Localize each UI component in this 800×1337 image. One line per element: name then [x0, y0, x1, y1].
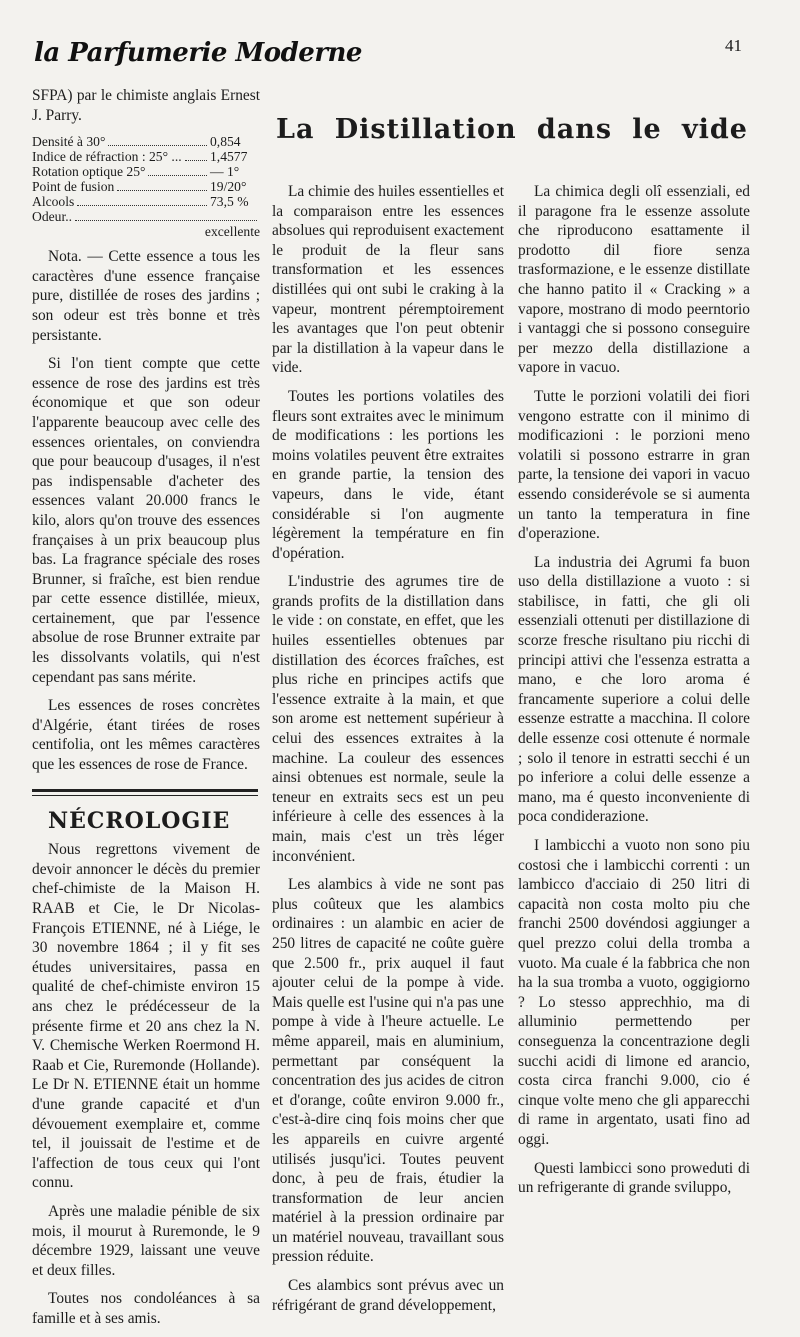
paragraph: Les essences de roses concrètes d'Algérie, étant tirées de roses centifolia, ont les mêmes caractères que les essences de rose de France.: [32, 697, 260, 774]
spec-value: 73,5 %: [210, 194, 249, 210]
paragraph: Toutes les portions volatiles des fleurs sont extraites avec le minimum de modifications : les portions les moins volatiles peuvent être extraites en grande partie, la tension des vapeurs, dans le vide, étant considérable si l'on augmente légèrement la température en fin d'opération.: [272, 387, 504, 562]
article-title: [276, 114, 748, 145]
spec-row: [32, 194, 260, 209]
spec-label: Point de fusion: [32, 179, 115, 195]
paragraph: L'industrie des agrumes tire de grands profits de la distillation dans le vide : on constate, en effet, que les huiles essentielles obtenues par distillation des écorces fraîches, est plus riche en principes actifs que l'essence extraite à la main, et que son arome est nettement supérieur à celui des essences extraites à la machine. La couleur des essences ainsi obtenues est normale, seule la teneur en extraits secs est un peu inférieure à celle des essences à la main, mais c'est un très léger inconvénient.: [272, 573, 504, 865]
paragraph: La chimica degli olî essenziali, ed il paragone fra le essenze assolute che riproducono esattamente il prodotto dil fiore senza trasformazione, e le essenze distillate che hanno patito il « Cracking » a vapore, mostrano di modo peerntorio i vantaggi che si possono conseguire per mezzo della distillazione a vapore in vacuo.: [518, 183, 750, 377]
spec-value: — 1°: [210, 164, 240, 180]
masthead: la Parfumerie Moderne: [34, 38, 362, 68]
paragraph: Toutes nos condoléances à sa famille et à ses amis.: [32, 1290, 260, 1327]
spec-label: Indice de réfraction : 25° ...: [32, 149, 182, 165]
paragraph: La chimie des huiles essentielles et la comparaison entre les essences absolues qui reproduisent exactement le produit de la fleur sans transformation et les essences distillées qui ont subi le craking à la vapeur, montrent péremptoirement les avantages que l'on peut obtenir par la distillation à la vapeur dans le vide.: [272, 183, 504, 377]
paragraph: Nous regrettons vivement de devoir annoncer le décès du premier chef-chimiste de la Maison H. RAAB et Cie, le Dr Nicolas-François ETIENNE, né à Liége, le 30 novembre 1864 ; il y fit ses études universitaires, passa en qualité de chef-chimiste environ 15 ans chez le prédécesseur de la présente firme et 20 ans chez la N. V. Chemische Werken Roermond H. Raab et Cie, Ruremonde (Hollande). Le Dr N. ETIENNE était un homme d'une grande capacité et d'un dévouement exemplaire et, comme tel, il jouissait de l'estime et de l'affection de tous ceux qui l'ont connu.: [32, 841, 260, 1192]
paragraph: Ces alambics sont prévus avec un réfrigérant de grand développement,: [272, 1277, 504, 1314]
section-divider: [32, 789, 258, 796]
spec-value: excellente: [204, 224, 260, 240]
italian-column: [518, 182, 750, 1207]
spec-table: [32, 134, 260, 239]
spec-row: [32, 179, 260, 194]
title-word: La: [276, 114, 315, 145]
paragraph: Après une maladie pénible de six mois, il mourut à Ruremonde, le 9 décembre 1929, laissant une veuve et deux filles.: [32, 1202, 260, 1279]
spec-label: Densité à 30°: [32, 134, 106, 150]
paragraph: Si l'on tient compte que cette essence de rose des jardins est très économique et que son odeur l'apparente beaucoup avec celle des essences orientales, on conviendra que pour beaucoup d'usages, il n'est pas indispensable d'acheter des essences valant 20.000 francs le kilo, alors qu'on trouve des essences françaises à un prix beaucoup plus bas. La fragrance spéciale des roses Brunner, si fraîche, est bien rendue par cette essence distillée, mieux, certainement, que par l'essence absolue de rose Brunner extraite par les dissolvants volatils, qui n'est cependant pas sans mérite.: [32, 355, 260, 686]
spec-label: Alcools: [32, 194, 75, 210]
title-word: Distillation: [334, 114, 517, 145]
paragraph: I lambicchi a vuoto non sono piu costosi che i lambicchi correnti : un lambicco d'acciaio di 250 litri di capacità non costa molto piu che franchi 2500 dovéndosi aggiunger a quel prezzo colui della tromba a vuoto. Ma cuale é la fabbrica che non ha la sua tromba a vuoto, oggigiorno ? Lo stesso apprechhio, ma di alluminio permettendo per conseguenza la concentrazione degli succhi acidi di limone ed arancio, costa circa franchi 9.000, cio é cinque volte meno che gli apparecchi di rame in argentato, usati fino ad oggi.: [518, 837, 750, 1148]
paragraph: Questi lambicci sono proweduti di un refrigerante di grande sviluppo,: [518, 1159, 750, 1197]
spec-row: [32, 149, 260, 164]
spec-label: Odeur..: [32, 209, 73, 225]
spec-label: Rotation optique 25°: [32, 164, 146, 180]
spec-value: 0,854: [210, 134, 241, 150]
intro-text: SFPA) par le chimiste anglais Ernest J. Parry.: [32, 87, 260, 124]
spec-value: 19/20°: [210, 179, 247, 195]
spec-value: 1,4577: [210, 149, 248, 165]
spec-row: [32, 164, 260, 179]
page-number: 41: [725, 36, 742, 55]
spec-row: [32, 209, 260, 224]
title-word: le: [632, 114, 662, 145]
spec-row: [32, 134, 260, 149]
paragraph: Tutte le porzioni volatili dei fiori vengono estratte con il minimo di modificazioni : le porzioni meno volatili si possono estrarre in gran parte, la tensione dei vapori in vacuo essendo considerévole se si aumenta un tanto la temperatura in fine d'operazione.: [518, 387, 750, 543]
section-heading: NÉCROLOGIE: [48, 807, 231, 834]
paragraph: Les alambics à vide ne sont pas plus coûteux que les alambics ordinaires : un alambic en acier de 250 litres de capacité ne coûte guère que 2.500 fr., prix auquel il faut ajouter celui de la pompe à vide. Mais quelle est l'usine qui n'a pas une pompe à vide à l'heure actuelle. Le même appareil, mais en aluminium, permettant par conséquent la concentration des jus acides de citron et d'orange, coûte environ 9.000 fr., c'est-à-dire cinq fois moins cher que les appareils en cuivre argenté utilisés jusqu'ici. Toutes peuvent donc, à peu de frais, étudier la transformation de leur ancien matériel à la pression ordinaire par un matériel nouveau, travaillant sous pression réduite.: [272, 876, 504, 1266]
title-word: vide: [681, 114, 748, 145]
french-column: [272, 182, 504, 1324]
title-word: dans: [536, 114, 613, 145]
left-column: [32, 86, 260, 1337]
paragraph: Nota. — Cette essence a tous les caractères d'une essence française pure, distillée de roses des jardins ; son odeur est très bonne et très persistante.: [32, 248, 260, 344]
paragraph: La industria dei Agrumi fa buon uso della distillazione a vuoto : si stabilisce, in fatti, che gli oli essenziali ottenuti per distillazione di scorze fresche risultano piu ricchi di principi attivi che l'essenza estratta a mano, e che loro aroma é francamente superiore a colui delle essenze estratte a macchina. Il colore delle essenze cosi ottenute é normale ; solo il tenore in estratti secchi é un po inferiore a colui delle essenze a mano, ma é questo inconveniente di poca condiderazione.: [518, 553, 750, 826]
